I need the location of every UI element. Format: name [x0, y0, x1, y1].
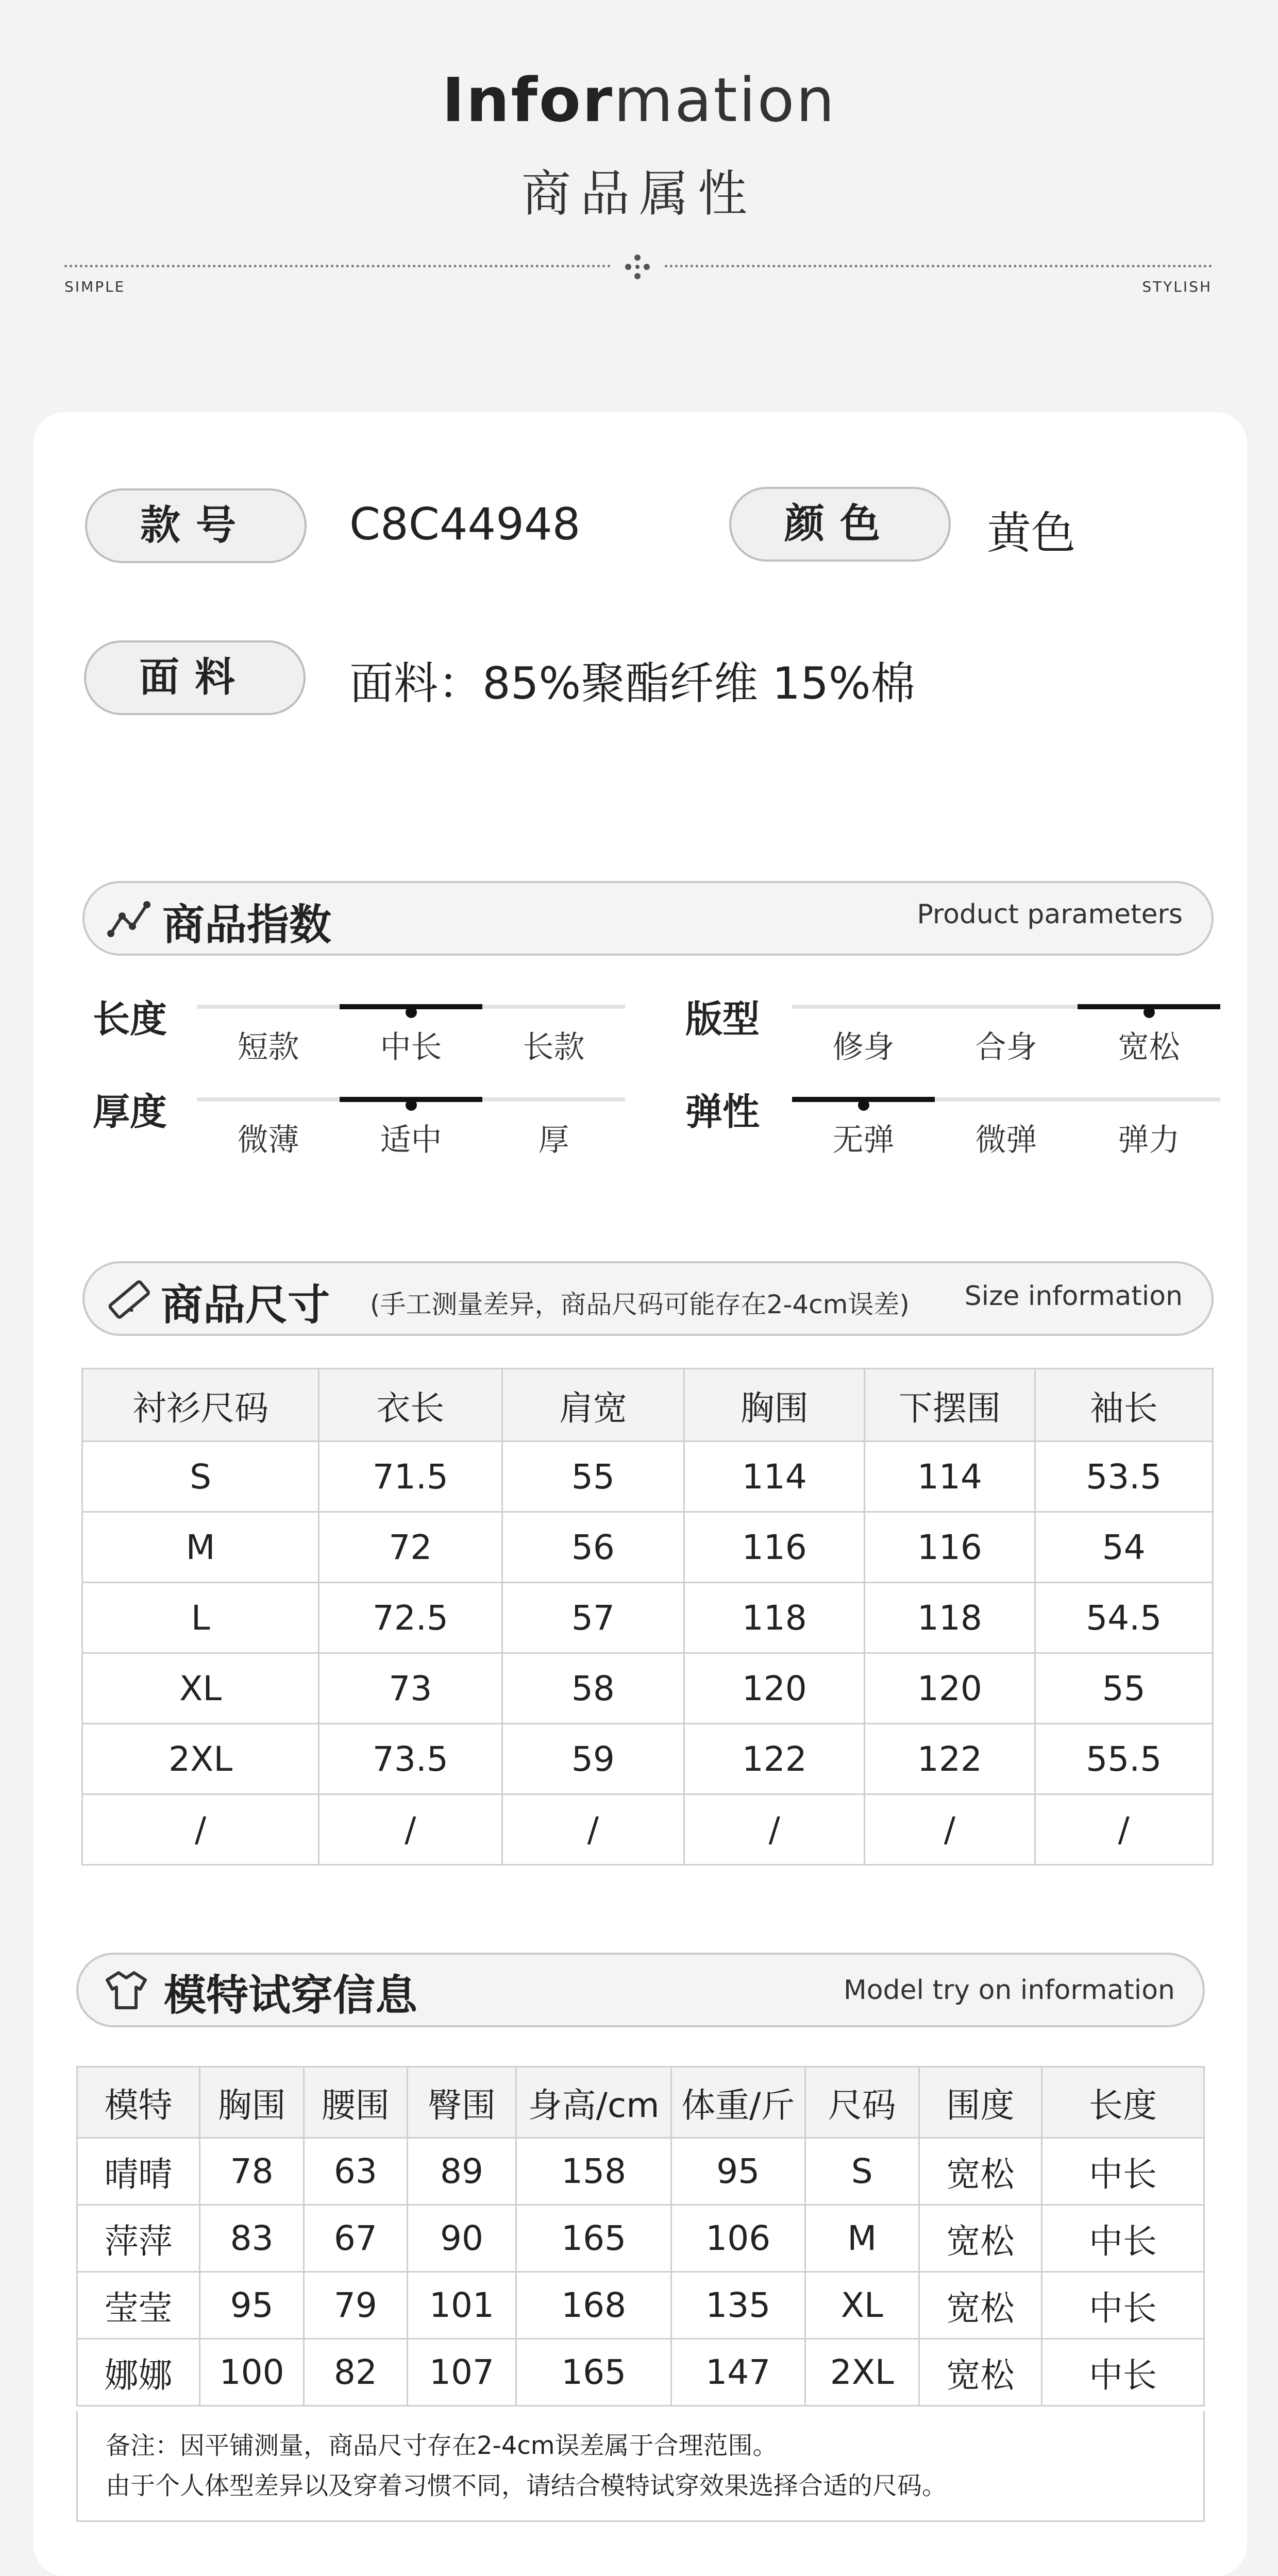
table-cell: 67	[304, 2205, 407, 2272]
scale-option: 中长	[380, 1029, 442, 1065]
column-header: 衬衫尺码	[82, 1369, 319, 1442]
title-light: mation	[614, 64, 836, 135]
table-cell: 萍萍	[77, 2205, 200, 2272]
table-cell: 2XL	[805, 2339, 919, 2406]
scale-label: 版型	[685, 997, 760, 1041]
size-table-body	[82, 1442, 1213, 1865]
table-cell: 54	[1035, 1512, 1213, 1583]
remark-line-2: 由于个人体型差异以及穿着习惯不同，请结合模特试穿效果选择合适的尺码。	[106, 2471, 947, 2500]
table-cell: 82	[304, 2339, 407, 2406]
table-cell: 宽松	[919, 2339, 1041, 2406]
table-cell: L	[82, 1583, 319, 1653]
table-cell: 114	[865, 1442, 1035, 1512]
table-cell: 135	[671, 2272, 805, 2339]
scale-selected-dot	[858, 1099, 869, 1111]
table-cell: 55.5	[1035, 1724, 1213, 1794]
table-cell: 55	[502, 1442, 684, 1512]
table-cell: 中长	[1041, 2205, 1204, 2272]
table-cell: 72.5	[319, 1583, 502, 1653]
column-header: 袖长	[1035, 1369, 1213, 1442]
model-section-title-en: Model try on information	[843, 1975, 1175, 2006]
table-cell: 宽松	[919, 2205, 1041, 2272]
table-cell: 107	[407, 2339, 516, 2406]
scale-label: 长度	[93, 997, 167, 1041]
table-cell: 168	[516, 2272, 671, 2339]
table-cell: 中长	[1041, 2138, 1204, 2205]
table-cell: 118	[684, 1583, 865, 1653]
table-cell: 中长	[1041, 2272, 1204, 2339]
shirt-icon	[103, 1967, 149, 2013]
scale-option: 弹力	[1118, 1122, 1180, 1158]
table-cell: /	[684, 1794, 865, 1865]
table-cell: 63	[304, 2138, 407, 2205]
table-cell: 90	[407, 2205, 516, 2272]
scale-selected-dot	[406, 1099, 417, 1111]
scale-option: 合身	[975, 1029, 1037, 1065]
table-cell: 118	[865, 1583, 1035, 1653]
model-table	[76, 2066, 1205, 2406]
scale-option: 微薄	[237, 1122, 299, 1158]
column-header: 衣长	[319, 1369, 502, 1442]
column-header: 体重/斤	[671, 2067, 805, 2138]
style-no-label: 款号	[85, 488, 307, 563]
table-cell: /	[502, 1794, 684, 1865]
params-section-title-en: Product parameters	[917, 899, 1183, 930]
model-table-header	[77, 2067, 1204, 2138]
size-table	[81, 1368, 1214, 1866]
table-row	[82, 1653, 1213, 1724]
table-cell: 101	[407, 2272, 516, 2339]
table-cell: /	[319, 1794, 502, 1865]
table-cell: XL	[805, 2272, 919, 2339]
table-cell: 120	[684, 1653, 865, 1724]
table-cell: 147	[671, 2339, 805, 2406]
table-row	[82, 1442, 1213, 1512]
scale-label: 弹性	[685, 1090, 760, 1133]
column-header: 臀围	[407, 2067, 516, 2138]
table-cell: 116	[684, 1512, 865, 1583]
size-section-note: (手工测量差异，商品尺码可能存在2-4cm误差)	[370, 1290, 910, 1319]
column-header: 下摆围	[865, 1369, 1035, 1442]
table-cell: 宽松	[919, 2138, 1041, 2205]
color-label: 颜色	[729, 487, 951, 562]
column-header: 身高/cm	[516, 2067, 671, 2138]
table-cell: 55	[1035, 1653, 1213, 1724]
fabric-label: 面料	[84, 640, 306, 715]
remark-note	[76, 2411, 1205, 2522]
size-section-title-en: Size information	[964, 1281, 1183, 1312]
table-cell: 59	[502, 1724, 684, 1794]
table-cell: 83	[200, 2205, 304, 2272]
table-cell: 106	[671, 2205, 805, 2272]
dotted-divider-right	[665, 265, 1212, 267]
table-cell: /	[1035, 1794, 1213, 1865]
scale-option: 厚	[538, 1122, 569, 1158]
scale-option: 短款	[237, 1029, 299, 1065]
scale-selected-dot	[1144, 1007, 1155, 1018]
size-table-header	[82, 1369, 1213, 1442]
table-row	[82, 1512, 1213, 1583]
table-cell: 56	[502, 1512, 684, 1583]
column-header: 尺码	[805, 2067, 919, 2138]
table-cell: XL	[82, 1653, 319, 1724]
fabric-value: 面料：85%聚酯纤维 15%棉	[349, 658, 915, 709]
table-cell: 89	[407, 2138, 516, 2205]
table-cell: 娜娜	[77, 2339, 200, 2406]
column-header: 腰围	[304, 2067, 407, 2138]
table-cell: 73.5	[319, 1724, 502, 1794]
model-table-body	[77, 2138, 1204, 2406]
table-cell: 中长	[1041, 2339, 1204, 2406]
table-cell: 95	[200, 2272, 304, 2339]
column-header: 胸围	[684, 1369, 865, 1442]
table-cell: 57	[502, 1583, 684, 1653]
table-cell: 95	[671, 2138, 805, 2205]
table-row	[82, 1724, 1213, 1794]
table-cell: 71.5	[319, 1442, 502, 1512]
table-cell: S	[805, 2138, 919, 2205]
model-section-title: 模特试穿信息	[164, 1971, 418, 2020]
ruler-icon	[106, 1277, 152, 1323]
table-cell: M	[805, 2205, 919, 2272]
table-cell: 晴晴	[77, 2138, 200, 2205]
table-cell: 53.5	[1035, 1442, 1213, 1512]
table-cell: 114	[684, 1442, 865, 1512]
scale-option: 宽松	[1118, 1029, 1180, 1065]
table-row	[82, 1583, 1213, 1653]
column-header: 模特	[77, 2067, 200, 2138]
table-cell: 165	[516, 2205, 671, 2272]
table-cell: 116	[865, 1512, 1035, 1583]
scale-option: 无弹	[832, 1122, 895, 1158]
table-row	[77, 2339, 1204, 2406]
table-cell: 莹莹	[77, 2272, 200, 2339]
table-cell: 宽松	[919, 2272, 1041, 2339]
table-cell: 72	[319, 1512, 502, 1583]
remark-line-1: 备注：因平铺测量，商品尺寸存在2-4cm误差属于合理范围。	[106, 2431, 778, 2460]
column-header: 长度	[1041, 2067, 1204, 2138]
table-cell: 2XL	[82, 1724, 319, 1794]
table-row	[77, 2205, 1204, 2272]
table-cell: 122	[865, 1724, 1035, 1794]
scale-option: 修身	[832, 1029, 895, 1065]
column-header: 肩宽	[502, 1369, 684, 1442]
color-value: 黄色	[987, 507, 1075, 559]
style-no-value: C8C44948	[349, 499, 581, 550]
table-row	[77, 2138, 1204, 2205]
page-subtitle: 商品属性	[522, 165, 756, 223]
cross-ornament-icon	[621, 250, 654, 283]
dotted-divider-left	[64, 265, 611, 267]
column-header: 围度	[919, 2067, 1041, 2138]
table-cell: 122	[684, 1724, 865, 1794]
scale-option: 长款	[523, 1029, 585, 1065]
table-row	[77, 2272, 1204, 2339]
table-cell: 58	[502, 1653, 684, 1724]
page-title	[0, 64, 1278, 135]
column-header: 胸围	[200, 2067, 304, 2138]
scale-option: 微弹	[975, 1122, 1037, 1158]
table-cell: 79	[304, 2272, 407, 2339]
table-cell: 78	[200, 2138, 304, 2205]
size-section-title: 商品尺寸	[161, 1281, 330, 1330]
scale-option: 适中	[380, 1122, 442, 1158]
table-cell: /	[865, 1794, 1035, 1865]
table-cell: M	[82, 1512, 319, 1583]
table-cell: 54.5	[1035, 1583, 1213, 1653]
table-row	[82, 1794, 1213, 1865]
title-bold: Infor	[442, 64, 614, 135]
table-cell: 100	[200, 2339, 304, 2406]
scale-selected-dot	[406, 1007, 417, 1018]
params-section-title: 商品指数	[162, 901, 332, 950]
table-cell: /	[82, 1794, 319, 1865]
tag-stylish: STYLISH	[1142, 278, 1212, 295]
trend-line-icon	[106, 896, 152, 943]
scale-label: 厚度	[93, 1090, 167, 1133]
tag-simple: SIMPLE	[64, 278, 126, 295]
table-cell: 120	[865, 1653, 1035, 1724]
table-cell: S	[82, 1442, 319, 1512]
table-cell: 158	[516, 2138, 671, 2205]
table-cell: 73	[319, 1653, 502, 1724]
table-cell: 165	[516, 2339, 671, 2406]
